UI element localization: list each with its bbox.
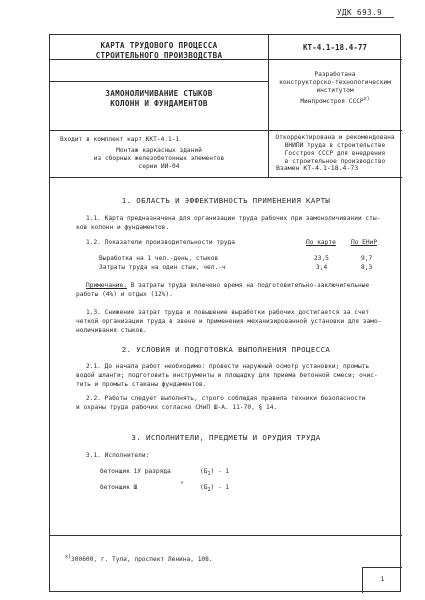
- card-type-title-line1: КАРТА ТРУДОВОГО ПРОЦЕССА: [100, 41, 218, 50]
- note-lead: Примечание.: [86, 282, 127, 289]
- worker-2-count: $(Б_2) - 1$: [200, 484, 230, 494]
- section-3-paragraph-1: 3.1. Исполнители:: [86, 452, 150, 459]
- section-2-title: 2. УСЛОВИЯ И ПОДГОТОВКА ВЫПОЛНЕНИЯ ПРОЦЕССА: [121, 345, 331, 354]
- page-number-box: [362, 567, 402, 593]
- developed-by: [268, 71, 402, 106]
- header-divider-4: [50, 177, 402, 178]
- card-subject: [50, 89, 268, 109]
- included-in-set: [50, 136, 268, 171]
- s1-p1-line1: 1.1. Карта предназначена для организации труда рабочих при замоноличивании сты-: [86, 215, 381, 222]
- indicator-row-1-enir: 9,7: [361, 255, 373, 262]
- recommended-line2: ВНИПИ труда в строительстве: [284, 142, 386, 149]
- card-subject-line2: КОЛОНН И ФУНДАМЕНТОВ: [110, 99, 208, 108]
- udk-underline: [336, 17, 394, 18]
- worker-1-count: $(Б_1) - 1$: [200, 468, 230, 478]
- included-line1: Входит в комплект карт ККТ-4.1-1: [60, 136, 180, 143]
- section-2-paragraph-2: [72, 394, 398, 412]
- indicator-row-1-label: Выработка на 1 чел.-день, стыков: [99, 255, 219, 262]
- card-type-title: [50, 41, 268, 61]
- note-line2: работы (4%) и отдых (12%).: [76, 291, 173, 298]
- worker-2: [100, 481, 230, 494]
- section-1-paragraph-3: [72, 308, 398, 335]
- column-header-card: По карте: [306, 239, 336, 246]
- s2-p1-line2: водой шланги; подготовить инструменты и площадку для приема бетонной смеси; очис-: [76, 372, 378, 379]
- footnote-mark: x): [65, 554, 72, 560]
- udk-code: УДК 693.9: [337, 8, 383, 17]
- footnote: [65, 553, 213, 564]
- developed-footnote-mark: x): [363, 96, 370, 102]
- included-line4: серии ИИ-04: [138, 163, 180, 170]
- footnote-divider: [50, 535, 402, 536]
- card-code: КТ-4.1-18.4-77: [302, 43, 367, 52]
- s2-p2-line2: и охраны труда рабочих согласно СНиП Ш-А. 11-70, § 14.: [76, 404, 278, 411]
- document-frame: [49, 34, 401, 592]
- developed-line1: Разработана: [314, 71, 356, 78]
- included-line3: из сборных железобетонных элементов: [93, 155, 225, 162]
- developed-line4: Минпромстроя СССР: [300, 98, 364, 106]
- section-3-title: 3. ИСПОЛНИТЕЛИ, ПРЕДМЕТЫ И ОРУДИЯ ТРУДА: [131, 433, 321, 442]
- card-type-title-line2: СТРОИТЕЛЬНОГО ПРОИЗВОДСТВА: [95, 51, 223, 60]
- s2-p2-line1: 2.2. Работы следует выполнять, строго соблюдая правила техники безопасности: [86, 395, 366, 402]
- recommended-line1: Откорректирована и рекомендована: [275, 134, 395, 141]
- card-subject-line1: ЗАМОНОЛИЧИВАНИЕ СТЫКОВ: [105, 89, 213, 98]
- recommended-line3: Госстроя СССР для внедрения: [284, 150, 386, 157]
- section-1-paragraph-2: 1.2. Показатели производительности труда: [86, 239, 236, 246]
- header-divider-2: [50, 81, 268, 82]
- worker-2-label: бетонщик Ш: [100, 484, 138, 491]
- included-line2: Монтаж каркасных зданий: [116, 147, 202, 154]
- s1-p3-line2: четкой организации труда в звене и применения механизированной установки для замо-: [76, 318, 382, 325]
- recommended-by: [268, 134, 402, 166]
- worker-1-label: бетонщик 1У разряда: [100, 468, 171, 475]
- note-line1: В затраты труда включено время на подготовительно-заключительные: [126, 282, 370, 289]
- s1-p3-line1: 1.3. Снижение затрат труда и повышение выработки рабочих достигается за счет: [86, 309, 370, 316]
- section-1-title: 1. ОБЛАСТЬ И ЭФФЕКТИВНОСТЬ ПРИМЕНЕНИЯ КАРТЫ: [121, 196, 331, 205]
- indicator-row-1-card: 23,5: [314, 255, 329, 262]
- developed-line2: конструкторско-технологическим: [279, 79, 391, 86]
- s1-p3-line3: ноличивания стыков.: [76, 327, 147, 334]
- s2-p1-line1: 2.1. До начала работ необходимо: провести наружный осмотр установки; промыть: [86, 363, 370, 370]
- header-divider-3: [50, 130, 402, 131]
- section-1-paragraph-1: [72, 214, 398, 232]
- column-header-enir: По ЕНиР: [351, 239, 378, 246]
- section-2-paragraph-1: [72, 362, 398, 389]
- page-number: 1: [380, 575, 385, 583]
- indicator-row-2-enir: 8,3: [361, 264, 373, 271]
- footnote-text: 300600, г. Тула, проспект Ленина, 108.: [71, 556, 213, 564]
- s1-p1-line2: ков колонн и фундаментов.: [76, 224, 170, 231]
- indicator-row-2-card: 3,4: [316, 264, 328, 271]
- worker-1: [100, 467, 230, 478]
- section-1-note: [72, 281, 398, 299]
- indicator-row-2-label: Затраты труда на один стык, чел.-ч: [99, 264, 226, 271]
- replaces-card: Взамен КТ-4.1-18.4-73: [276, 164, 359, 172]
- recommended-line4: в строительное производство: [284, 158, 386, 165]
- s2-p1-line3: тить и промыть стаканы фундаментов.: [76, 381, 207, 388]
- worker-2-ditto-mark: ": [180, 481, 184, 488]
- developed-line3: институтом: [316, 87, 354, 94]
